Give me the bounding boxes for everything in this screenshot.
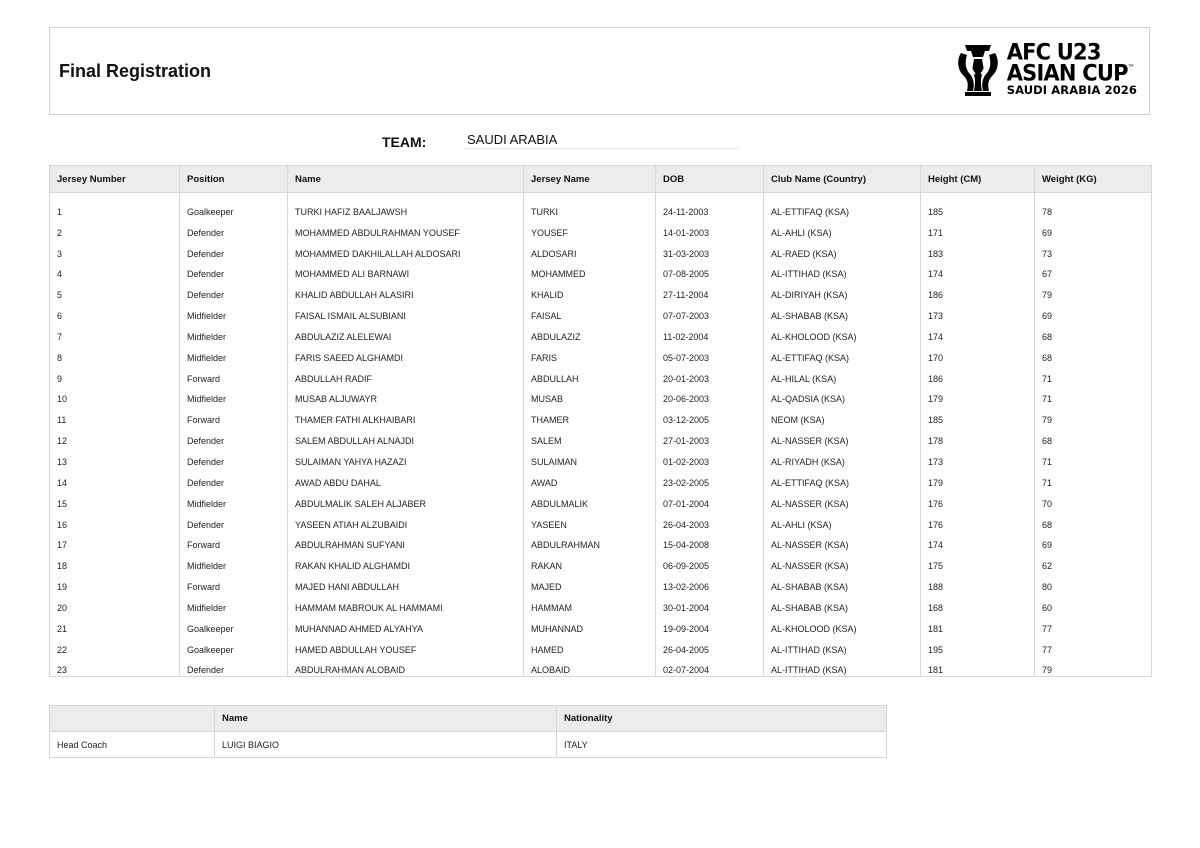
staff-column-header bbox=[50, 706, 215, 732]
table-cell: 195 bbox=[921, 635, 1035, 656]
table-cell: 9 bbox=[50, 364, 180, 385]
table-cell: 78 bbox=[1035, 193, 1152, 218]
table-cell: Defender bbox=[180, 280, 288, 301]
table-cell: 20-01-2003 bbox=[656, 364, 764, 385]
table-cell: 2 bbox=[50, 218, 180, 239]
table-cell: 11-02-2004 bbox=[656, 322, 764, 343]
staff-column-header: Name bbox=[215, 706, 557, 732]
table-cell: HAMED bbox=[524, 635, 656, 656]
staff-column-header: Nationality bbox=[557, 706, 887, 732]
table-cell: AL-ETTIFAQ (KSA) bbox=[764, 343, 921, 364]
table-cell: AL-SHABAB (KSA) bbox=[764, 301, 921, 322]
table-cell: AL-DIRIYAH (KSA) bbox=[764, 280, 921, 301]
table-cell: 174 bbox=[921, 531, 1035, 552]
table-cell: 02-07-2004 bbox=[656, 656, 764, 677]
table-cell: 73 bbox=[1035, 239, 1152, 260]
table-cell: 26-04-2003 bbox=[656, 510, 764, 531]
table-cell: AL-AHLI (KSA) bbox=[764, 510, 921, 531]
table-cell: AL-SHABAB (KSA) bbox=[764, 593, 921, 614]
table-cell: 20 bbox=[50, 593, 180, 614]
table-row bbox=[50, 572, 1152, 593]
table-cell: 27-01-2003 bbox=[656, 426, 764, 447]
table-cell: ALOBAID bbox=[524, 656, 656, 677]
table-cell: 176 bbox=[921, 510, 1035, 531]
table-cell: MOHAMMED ALI BARNAWI bbox=[288, 260, 524, 281]
table-cell: AL-KHOLOOD (KSA) bbox=[764, 614, 921, 635]
table-cell: 186 bbox=[921, 280, 1035, 301]
table-cell: Defender bbox=[180, 239, 288, 260]
table-cell: 4 bbox=[50, 260, 180, 281]
players-column-header: DOB bbox=[656, 166, 764, 193]
table-cell: Midfielder bbox=[180, 489, 288, 510]
table-row bbox=[50, 635, 1152, 656]
table-cell: YOUSEF bbox=[524, 218, 656, 239]
table-cell: ABDULRAHMAN SUFYANI bbox=[288, 531, 524, 552]
table-row bbox=[50, 364, 1152, 385]
team-value: SAUDI ARABIA bbox=[465, 132, 739, 149]
table-cell: 03-12-2005 bbox=[656, 405, 764, 426]
table-cell: 79 bbox=[1035, 656, 1152, 677]
table-row bbox=[50, 322, 1152, 343]
table-cell: KHALID bbox=[524, 280, 656, 301]
table-cell: AL-NASSER (KSA) bbox=[764, 489, 921, 510]
table-cell: 26-04-2005 bbox=[656, 635, 764, 656]
trophy-icon bbox=[955, 41, 1001, 97]
table-cell: Midfielder bbox=[180, 343, 288, 364]
table-cell: 11 bbox=[50, 405, 180, 426]
table-cell: 14 bbox=[50, 468, 180, 489]
table-cell: 27-11-2004 bbox=[656, 280, 764, 301]
table-cell: Midfielder bbox=[180, 551, 288, 572]
table-cell: 173 bbox=[921, 447, 1035, 468]
table-cell: 8 bbox=[50, 343, 180, 364]
table-cell: 07-07-2003 bbox=[656, 301, 764, 322]
table-cell: AL-ETTIFAQ (KSA) bbox=[764, 468, 921, 489]
table-cell: Defender bbox=[180, 510, 288, 531]
table-cell: 22 bbox=[50, 635, 180, 656]
logo-line-2: ASIAN CUP™ bbox=[1006, 60, 1134, 86]
table-cell: FARIS SAEED ALGHAMDI bbox=[288, 343, 524, 364]
table-cell: 18 bbox=[50, 551, 180, 572]
table-cell: 168 bbox=[921, 593, 1035, 614]
table-cell: AL-NASSER (KSA) bbox=[764, 531, 921, 552]
table-cell: 175 bbox=[921, 551, 1035, 572]
table-cell: 16 bbox=[50, 510, 180, 531]
table-cell: 174 bbox=[921, 322, 1035, 343]
table-row bbox=[50, 218, 1152, 239]
table-cell: Midfielder bbox=[180, 385, 288, 406]
table-cell: MUHANNAD AHMED ALYAHYA bbox=[288, 614, 524, 635]
table-cell: MOHAMMED ABDULRAHMAN YOUSEF bbox=[288, 218, 524, 239]
table-cell: ABDULAZIZ bbox=[524, 322, 656, 343]
players-column-header: Jersey Name bbox=[524, 166, 656, 193]
staff-table-header bbox=[50, 706, 887, 732]
table-cell: 69 bbox=[1035, 531, 1152, 552]
table-row bbox=[50, 193, 1152, 218]
table-cell: 68 bbox=[1035, 322, 1152, 343]
players-column-header: Club Name (Country) bbox=[764, 166, 921, 193]
table-cell: AL-QADSIA (KSA) bbox=[764, 385, 921, 406]
table-cell: 185 bbox=[921, 405, 1035, 426]
table-cell: 24-11-2003 bbox=[656, 193, 764, 218]
players-table-header bbox=[50, 166, 1152, 193]
table-cell: 17 bbox=[50, 531, 180, 552]
table-row bbox=[50, 301, 1152, 322]
players-column-header: Name bbox=[288, 166, 524, 193]
table-cell: 70 bbox=[1035, 489, 1152, 510]
table-cell: 68 bbox=[1035, 426, 1152, 447]
table-row bbox=[50, 468, 1152, 489]
table-cell: Forward bbox=[180, 364, 288, 385]
table-cell: Defender bbox=[180, 447, 288, 468]
table-row bbox=[50, 405, 1152, 426]
team-label: TEAM: bbox=[382, 134, 427, 150]
table-row bbox=[50, 343, 1152, 364]
table-cell: AL-AHLI (KSA) bbox=[764, 218, 921, 239]
table-row bbox=[50, 489, 1152, 510]
table-cell: 176 bbox=[921, 489, 1035, 510]
table-row bbox=[50, 510, 1152, 531]
table-cell: 5 bbox=[50, 280, 180, 301]
table-cell: ABDULMALIK SALEH ALJABER bbox=[288, 489, 524, 510]
table-cell: 23 bbox=[50, 656, 180, 677]
table-row bbox=[50, 732, 887, 758]
table-cell: 15 bbox=[50, 489, 180, 510]
table-cell: 62 bbox=[1035, 551, 1152, 572]
table-row bbox=[50, 551, 1152, 572]
table-cell: 79 bbox=[1035, 405, 1152, 426]
table-cell: 173 bbox=[921, 301, 1035, 322]
staff-table-body bbox=[50, 732, 887, 758]
table-cell: 71 bbox=[1035, 447, 1152, 468]
table-cell: RAKAN KHALID ALGHAMDI bbox=[288, 551, 524, 572]
table-cell: Defender bbox=[180, 426, 288, 447]
table-row bbox=[50, 593, 1152, 614]
table-cell: 31-03-2003 bbox=[656, 239, 764, 260]
table-cell: AL-HILAL (KSA) bbox=[764, 364, 921, 385]
table-row bbox=[50, 385, 1152, 406]
page-title: Final Registration bbox=[59, 61, 212, 81]
table-cell: 79 bbox=[1035, 280, 1152, 301]
table-row bbox=[50, 447, 1152, 468]
table-cell: Head Coach bbox=[50, 732, 215, 758]
players-column-header: Jersey Number bbox=[50, 166, 180, 193]
table-cell: Goalkeeper bbox=[180, 614, 288, 635]
table-row bbox=[50, 280, 1152, 301]
table-cell: 183 bbox=[921, 239, 1035, 260]
table-cell: 179 bbox=[921, 468, 1035, 489]
table-cell: 186 bbox=[921, 364, 1035, 385]
table-cell: AL-RIYADH (KSA) bbox=[764, 447, 921, 468]
table-cell: ABDULLAH RADIF bbox=[288, 364, 524, 385]
table-cell: MAJED bbox=[524, 572, 656, 593]
table-cell: RAKAN bbox=[524, 551, 656, 572]
afc-u23-asian-cup-logo bbox=[955, 39, 1137, 99]
table-cell: 179 bbox=[921, 385, 1035, 406]
table-cell: ABDULAZIZ ALELEWAI bbox=[288, 322, 524, 343]
table-cell: 05-07-2003 bbox=[656, 343, 764, 364]
table-cell: MOHAMMED bbox=[524, 260, 656, 281]
table-cell: MUHANNAD bbox=[524, 614, 656, 635]
table-cell: MUSAB ALJUWAYR bbox=[288, 385, 524, 406]
header-box bbox=[49, 27, 1150, 115]
table-cell: 71 bbox=[1035, 364, 1152, 385]
table-cell: FAISAL ISMAIL ALSUBIANI bbox=[288, 301, 524, 322]
table-cell: ABDULRAHMAN bbox=[524, 531, 656, 552]
table-cell: Defender bbox=[180, 468, 288, 489]
table-row bbox=[50, 656, 1152, 677]
table-cell: AL-SHABAB (KSA) bbox=[764, 572, 921, 593]
table-cell: 21 bbox=[50, 614, 180, 635]
table-cell: 06-09-2005 bbox=[656, 551, 764, 572]
table-cell: AL-ITTIHAD (KSA) bbox=[764, 260, 921, 281]
table-cell: 15-04-2008 bbox=[656, 531, 764, 552]
table-cell: AL-ITTIHAD (KSA) bbox=[764, 656, 921, 677]
table-cell: Goalkeeper bbox=[180, 193, 288, 218]
table-cell: NEOM (KSA) bbox=[764, 405, 921, 426]
table-cell: AL-RAED (KSA) bbox=[764, 239, 921, 260]
players-table bbox=[49, 165, 1152, 677]
table-cell: FAISAL bbox=[524, 301, 656, 322]
table-cell: Goalkeeper bbox=[180, 635, 288, 656]
players-column-header: Position bbox=[180, 166, 288, 193]
table-cell: Midfielder bbox=[180, 593, 288, 614]
table-cell: Forward bbox=[180, 405, 288, 426]
table-cell: HAMMAM MABROUK AL HAMMAMI bbox=[288, 593, 524, 614]
table-cell: 188 bbox=[921, 572, 1035, 593]
table-cell: SULAIMAN YAHYA HAZAZI bbox=[288, 447, 524, 468]
table-cell: Midfielder bbox=[180, 301, 288, 322]
table-cell: 13-02-2006 bbox=[656, 572, 764, 593]
table-cell: 67 bbox=[1035, 260, 1152, 281]
table-cell: THAMER FATHI ALKHAIBARI bbox=[288, 405, 524, 426]
table-cell: MUSAB bbox=[524, 385, 656, 406]
table-cell: AL-ETTIFAQ (KSA) bbox=[764, 193, 921, 218]
table-cell: ABDULLAH bbox=[524, 364, 656, 385]
table-cell: 170 bbox=[921, 343, 1035, 364]
table-cell: 80 bbox=[1035, 572, 1152, 593]
table-cell: Midfielder bbox=[180, 322, 288, 343]
table-cell: LUIGI BIAGIO bbox=[215, 732, 557, 758]
table-row bbox=[50, 239, 1152, 260]
table-cell: 69 bbox=[1035, 301, 1152, 322]
table-cell: 1 bbox=[50, 193, 180, 218]
table-row bbox=[50, 531, 1152, 552]
table-cell: SULAIMAN bbox=[524, 447, 656, 468]
table-cell: ITALY bbox=[557, 732, 887, 758]
table-cell: 77 bbox=[1035, 614, 1152, 635]
table-row bbox=[50, 426, 1152, 447]
table-cell: Forward bbox=[180, 572, 288, 593]
table-cell: AWAD bbox=[524, 468, 656, 489]
table-cell: 07-01-2004 bbox=[656, 489, 764, 510]
logo-line-3: SAUDI ARABIA 2026 bbox=[1006, 82, 1137, 97]
table-cell: SALEM bbox=[524, 426, 656, 447]
table-cell: AL-NASSER (KSA) bbox=[764, 426, 921, 447]
table-cell: 77 bbox=[1035, 635, 1152, 656]
table-cell: ABDULMALIK bbox=[524, 489, 656, 510]
logo-line-1: AFC U23 bbox=[1006, 39, 1101, 65]
table-cell: Defender bbox=[180, 218, 288, 239]
table-cell: 14-01-2003 bbox=[656, 218, 764, 239]
table-cell: 20-06-2003 bbox=[656, 385, 764, 406]
table-cell: 3 bbox=[50, 239, 180, 260]
table-cell: AL-KHOLOOD (KSA) bbox=[764, 322, 921, 343]
table-cell: ABDULRAHMAN ALOBAID bbox=[288, 656, 524, 677]
table-cell: 174 bbox=[921, 260, 1035, 281]
table-cell: AL-ITTIHAD (KSA) bbox=[764, 635, 921, 656]
table-cell: SALEM ABDULLAH ALNAJDI bbox=[288, 426, 524, 447]
table-cell: 13 bbox=[50, 447, 180, 468]
table-cell: 10 bbox=[50, 385, 180, 406]
table-cell: 19-09-2004 bbox=[656, 614, 764, 635]
table-cell: YASEEN ATIAH ALZUBAIDI bbox=[288, 510, 524, 531]
table-cell: YASEEN bbox=[524, 510, 656, 531]
table-cell: 71 bbox=[1035, 468, 1152, 489]
table-cell: 60 bbox=[1035, 593, 1152, 614]
table-cell: 12 bbox=[50, 426, 180, 447]
table-cell: 71 bbox=[1035, 385, 1152, 406]
table-cell: AL-NASSER (KSA) bbox=[764, 551, 921, 572]
table-cell: 01-02-2003 bbox=[656, 447, 764, 468]
table-cell: 23-02-2005 bbox=[656, 468, 764, 489]
table-cell: ALDOSARI bbox=[524, 239, 656, 260]
players-column-header: Height (CM) bbox=[921, 166, 1035, 193]
table-cell: 185 bbox=[921, 193, 1035, 218]
table-cell: 178 bbox=[921, 426, 1035, 447]
staff-table bbox=[49, 705, 887, 758]
table-cell: 69 bbox=[1035, 218, 1152, 239]
table-cell: FARIS bbox=[524, 343, 656, 364]
table-cell: TURKI HAFIZ BAALJAWSH bbox=[288, 193, 524, 218]
table-cell: 181 bbox=[921, 656, 1035, 677]
players-column-header: Weight (KG) bbox=[1035, 166, 1152, 193]
table-cell: Defender bbox=[180, 656, 288, 677]
table-cell: HAMED ABDULLAH YOUSEF bbox=[288, 635, 524, 656]
table-cell: MAJED HANI ABDULLAH bbox=[288, 572, 524, 593]
table-cell: 181 bbox=[921, 614, 1035, 635]
table-cell: 19 bbox=[50, 572, 180, 593]
table-cell: Forward bbox=[180, 531, 288, 552]
table-cell: MOHAMMED DAKHILALLAH ALDOSARI bbox=[288, 239, 524, 260]
players-table-body bbox=[50, 193, 1152, 677]
table-cell: Defender bbox=[180, 260, 288, 281]
table-cell: AWAD ABDU DAHAL bbox=[288, 468, 524, 489]
table-row bbox=[50, 260, 1152, 281]
table-cell: HAMMAM bbox=[524, 593, 656, 614]
table-cell: 30-01-2004 bbox=[656, 593, 764, 614]
table-row bbox=[50, 614, 1152, 635]
table-cell: 7 bbox=[50, 322, 180, 343]
table-cell: 68 bbox=[1035, 510, 1152, 531]
table-cell: 68 bbox=[1035, 343, 1152, 364]
table-cell: 6 bbox=[50, 301, 180, 322]
table-cell: THAMER bbox=[524, 405, 656, 426]
table-cell: 07-08-2005 bbox=[656, 260, 764, 281]
table-cell: 171 bbox=[921, 218, 1035, 239]
table-cell: TURKI bbox=[524, 193, 656, 218]
table-cell: KHALID ABDULLAH ALASIRI bbox=[288, 280, 524, 301]
